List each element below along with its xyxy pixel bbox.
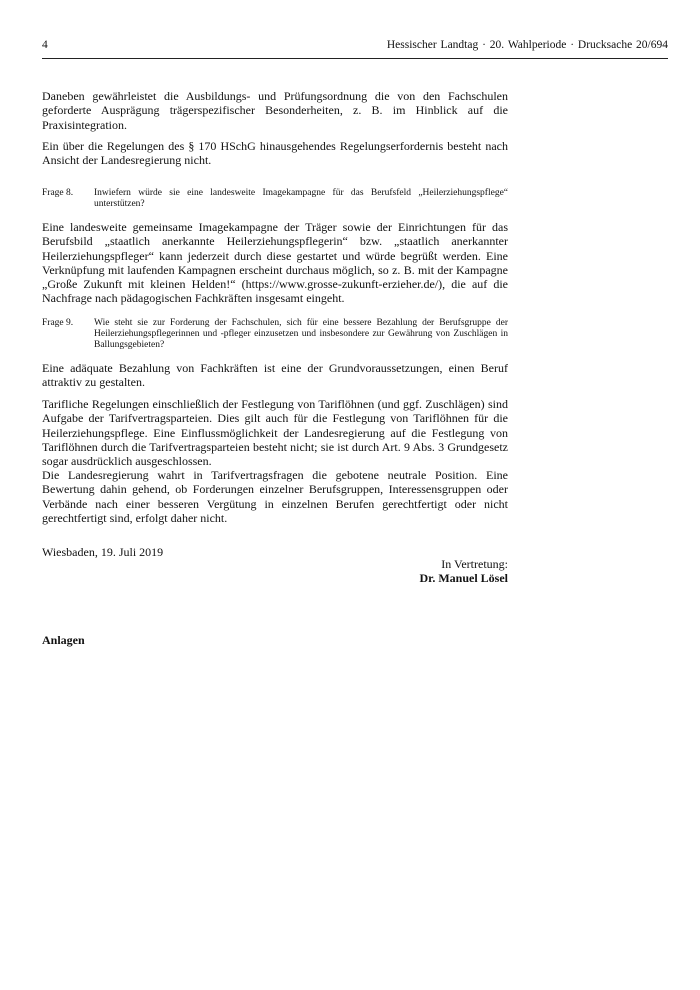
signer-name: Dr. Manuel Lösel bbox=[419, 571, 508, 586]
signature-block bbox=[300, 557, 508, 586]
answer-9-paragraph-3: Die Landesregierung wahrt in Tarifvertragsfragen die gebotene neutrale Position. Eine Bewertung dahin gehend, ob Forderungen einzelner Berufsgruppen, Interessensgruppen oder Verbände nach einer besseren Vergütung in einzelnen Berufen gerechtfertigt oder nicht gerechtfertigt sind, erfolgt daher nicht. bbox=[42, 468, 508, 525]
page-header bbox=[42, 39, 668, 59]
answer-9-paragraph-1: Eine adäquate Bezahlung von Fachkräften ist eine der Grundvoraussetzungen, einen Beruf attraktiv zu gestalten. bbox=[42, 361, 508, 390]
answer-8-paragraph: Eine landesweite gemeinsame Imagekampagne der Träger sowie der Einrichtungen für das Berufsbild „staatlich anerkannte Heilerziehungspflegerin“ bzw. „staatlich anerkannter Heilerziehungspfleger“ kann jederzeit durch diese gestartet und würde begrüßt werden. Eine Verknüpfung mit laufenden Kampagnen erscheint durchaus möglich, so z. B. mit der Kampagne „Große Zukunft mit kleinen Helden!“ (https://www.grosse-zukunft-erzieher.de/), die auf die Nachfrage nach pädagogischen Fachkräften insgesamt eingeht. bbox=[42, 220, 508, 306]
answer-9-paragraph-2: Tarifliche Regelungen einschließlich der Festlegung von Tariflöhnen (und ggf. Zuschlägen) sind Aufgabe der Tarifvertragsparteien. Dies gilt auch für die Festlegung von Tariflöhnen für die Heilerziehungspflege. Eine Einflussmöglichkeit der Landesregierung auf die Festlegung von Tariflöhnen durch die Tarifvertragsparteien besteht nicht; sie ist durch Art. 9 Abs. 3 Grundgesetz sogar ausdrücklich ausgeschlossen. bbox=[42, 397, 508, 469]
question-8-text: Inwiefern würde sie eine landesweite Imagekampagne für das Berufsfeld „Heilerziehungspflege“ unterstützen? bbox=[94, 188, 508, 209]
paragraph-regulation-need: Ein über die Regelungen des § 170 HSchG hinausgehendes Regelungserfordernis besteht nach Ansicht der Landesregierung nicht. bbox=[42, 139, 508, 168]
question-9-label: Frage 9. bbox=[42, 318, 74, 328]
running-title: Hessischer Landtag · 20. Wahlperiode · Drucksache 20/694 bbox=[386, 39, 668, 51]
place-date: Wiesbaden, 19. Juli 2019 bbox=[42, 545, 164, 559]
page-number: 4 bbox=[42, 39, 48, 51]
question-8-label: Frage 8. bbox=[42, 188, 74, 198]
question-9-text: Wie steht sie zur Forderung der Fachschulen, sich für eine bessere Bezahlung der Berufsgruppe der Heilerziehungspflegerinnen und -pfleger einzusetzen und insbesondere zur Gewährung von Zuschlägen in Ballungsgebieten? bbox=[94, 318, 508, 350]
attachments-heading: Anlagen bbox=[42, 633, 85, 647]
representation-label: In Vertretung: bbox=[441, 557, 508, 571]
paragraph-training-regulations: Daneben gewährleistet die Ausbildungs- und Prüfungsordnung die von den Fachschulen geforderte Ausprägung trägerspezifischer Besonderheiten, z. B. im Hinblick auf die Praxisintegration. bbox=[42, 89, 508, 132]
